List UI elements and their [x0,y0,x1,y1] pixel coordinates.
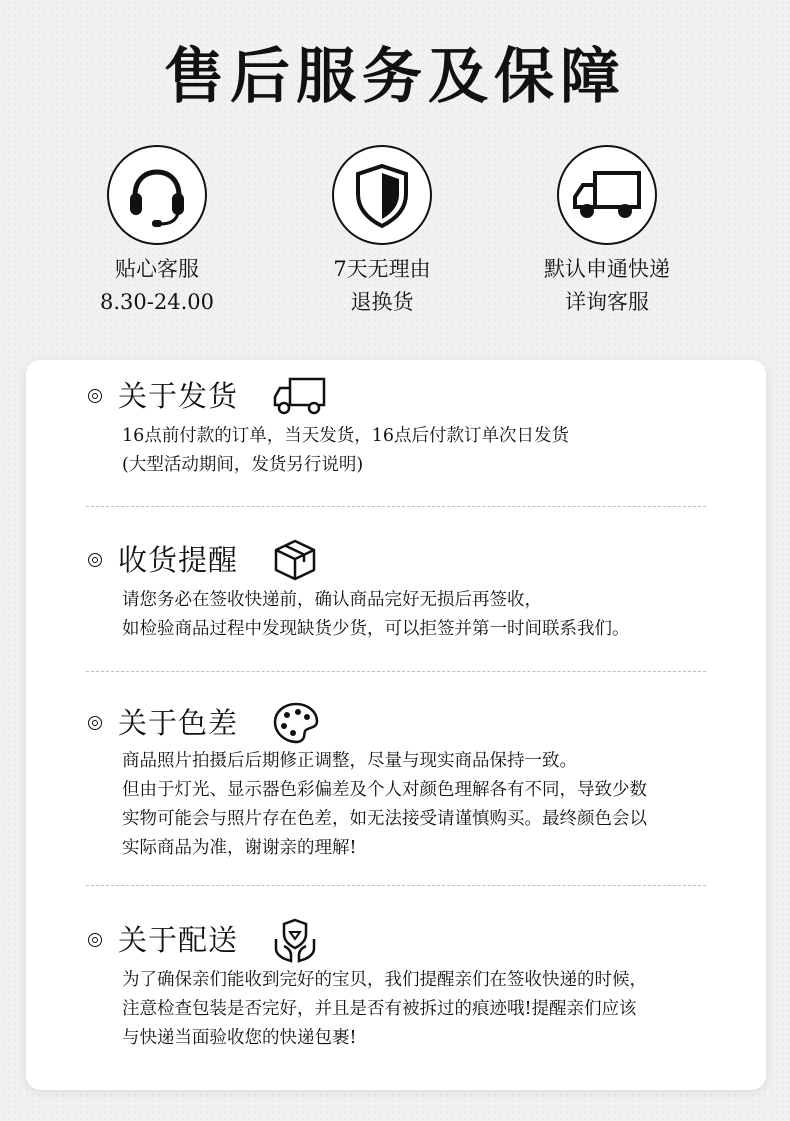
truck-icon [272,376,328,416]
feature-customer-service [47,145,267,319]
hands-shield-icon [272,917,318,963]
section-body [122,966,732,1053]
feature-line2: 8.30-24.00 [100,290,214,314]
section-body [122,422,732,480]
section-text-line: 请您务必在签收快递前，确认商品完好无损后再签收， [122,590,542,610]
section-text-line: (大型活动期间，发货另行说明) [122,455,364,475]
shield-icon [332,145,432,245]
page-title: 售后服务及保障 [164,42,626,112]
divider [86,506,706,507]
feature-line1: 7天无理由 [333,257,431,281]
section-title: 收货提醒 [118,543,239,577]
section-text-line: 实物可能会与照片存在色差，如无法接受请谨慎购买。最终颜色会以 [122,809,647,829]
package-icon [272,538,318,582]
section-body [122,586,732,644]
info-card [26,360,766,1090]
feature-line1: 贴心客服 [115,257,199,281]
section-title: 关于发货 [118,379,239,413]
section-text-line: 16点前付款的订单，当天发货，16点后付款订单次日发货 [122,426,570,446]
bullet-icon [88,716,102,730]
section-text-line: 与快递当面验收您的快递包裹! [122,1028,357,1048]
palette-icon [272,701,320,745]
feature-line2: 详询客服 [565,290,649,314]
feature-express [497,145,717,319]
section-text-line: 但由于灯光、显示器色彩偏差及个人对颜色理解各有不同，导致少数 [122,780,647,800]
section-text-line: 实际商品为准，谢谢亲的理解! [122,838,357,858]
section-title: 关于色差 [118,706,239,740]
bullet-icon [88,933,102,947]
section-text-line: 如检验商品过程中发现缺货少货，可以拒签并第一时间联系我们。 [122,619,630,639]
truck-icon [557,145,657,245]
feature-return-policy [272,145,492,319]
section-text-line: 商品照片拍摄后后期修正调整，尽量与现实商品保持一致。 [122,751,577,771]
section-title: 关于配送 [118,923,239,957]
divider [86,671,706,672]
section-text-line: 为了确保亲们能收到完好的宝贝，我们提醒亲们在签收快递的时候， [122,970,647,990]
section-body [122,747,732,863]
bullet-icon [88,553,102,567]
headset-icon [107,145,207,245]
feature-line2: 退换货 [350,290,414,314]
divider [86,885,706,886]
bullet-icon [88,389,102,403]
feature-line1: 默认申通快递 [544,257,670,281]
section-text-line: 注意检查包装是否完好，并且是否有被拆过的痕迹哦!提醒亲们应该 [122,999,637,1019]
